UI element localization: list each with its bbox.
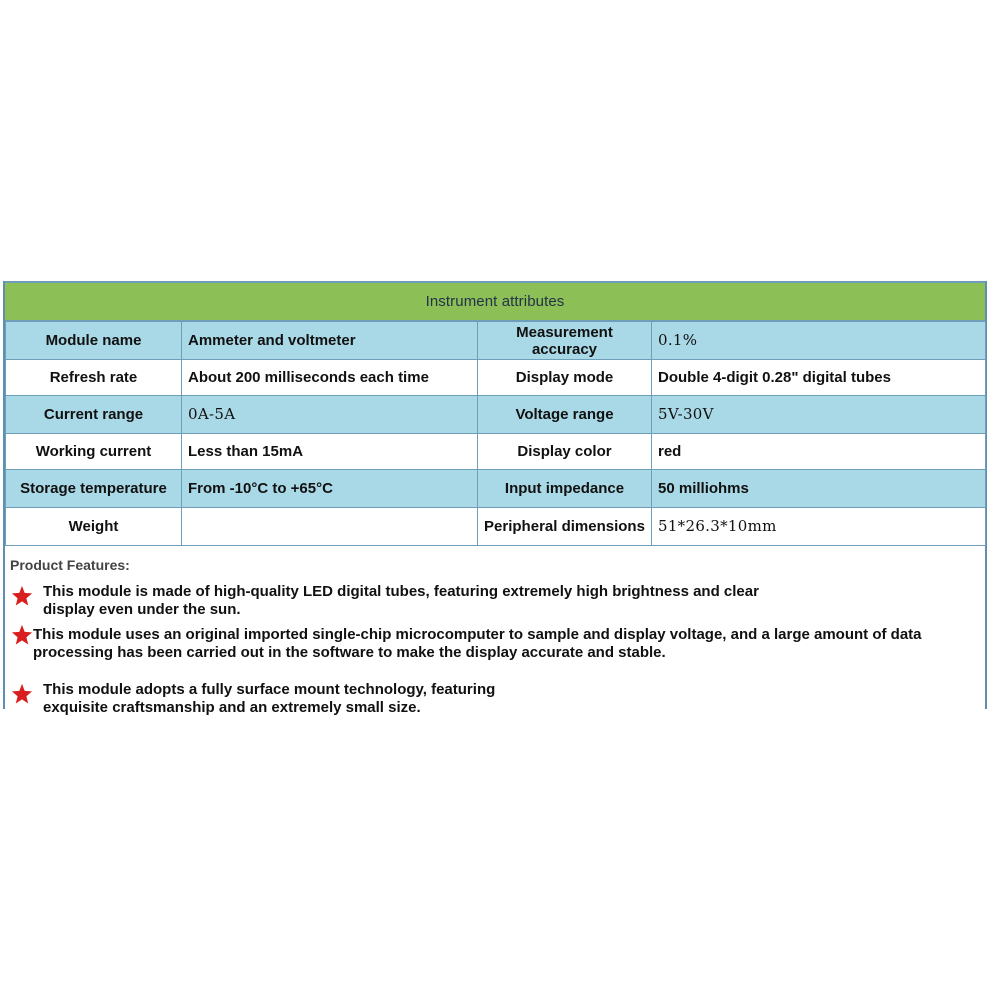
value-voltage-range: 5V-30V (652, 396, 986, 434)
label-display-mode: Display mode (478, 360, 652, 396)
value-module-name: Ammeter and voltmeter (182, 322, 478, 360)
feature-text: This module adopts a fully surface mount technology, featuring exquisite craftsmanship and an extremely small size. (43, 681, 496, 716)
table-row (6, 434, 986, 470)
label-module-name: Module name (6, 322, 182, 360)
value-input-impedance: 50 milliohms (652, 470, 986, 508)
instrument-attributes-sheet (3, 281, 987, 716)
label-refresh-rate: Refresh rate (6, 360, 182, 396)
table-row (6, 360, 986, 396)
value-current-range: 0A-5A (182, 396, 478, 434)
label-display-color: Display color (478, 434, 652, 470)
value-refresh-rate: About 200 milliseconds each time (182, 360, 478, 396)
value-weight (182, 508, 478, 546)
red-star-icon (11, 585, 33, 607)
label-peripheral-dimensions: Peripheral dimensions (478, 508, 652, 546)
attributes-table (5, 321, 986, 546)
value-peripheral-dimensions: 51*26.3*10mm (652, 508, 986, 546)
value-storage-temperature: From -10°C to +65°C (182, 470, 478, 508)
label-measurement-accuracy: Measurement accuracy (478, 322, 652, 360)
label-input-impedance: Input impedance (478, 470, 652, 508)
red-star-icon (11, 683, 33, 705)
label-working-current: Working current (6, 434, 182, 470)
table-row (6, 470, 986, 508)
value-working-current: Less than 15mA (182, 434, 478, 470)
label-current-range: Current range (6, 396, 182, 434)
value-display-mode: Double 4-digit 0.28" digital tubes (652, 360, 986, 396)
value-measurement-accuracy: 0.1% (652, 322, 986, 360)
features-heading: Product Features: (10, 557, 130, 573)
table-row (6, 508, 986, 546)
label-storage-temperature: Storage temperature (6, 470, 182, 508)
table-row (6, 322, 986, 360)
feature-text: This module uses an original imported single-chip microcomputer to sample and display voltage, and a large amount of data processing has been carried out in the software to make the display accurate and stable. (33, 626, 922, 661)
label-voltage-range: Voltage range (478, 396, 652, 434)
table-title: Instrument attributes (5, 281, 985, 321)
value-display-color: red (652, 434, 986, 470)
label-weight: Weight (6, 508, 182, 546)
table-row (6, 396, 986, 434)
feature-text: This module is made of high-quality LED digital tubes, featuring extremely high brightness and clear display even under the sun. (43, 583, 759, 618)
red-star-icon (11, 624, 33, 646)
